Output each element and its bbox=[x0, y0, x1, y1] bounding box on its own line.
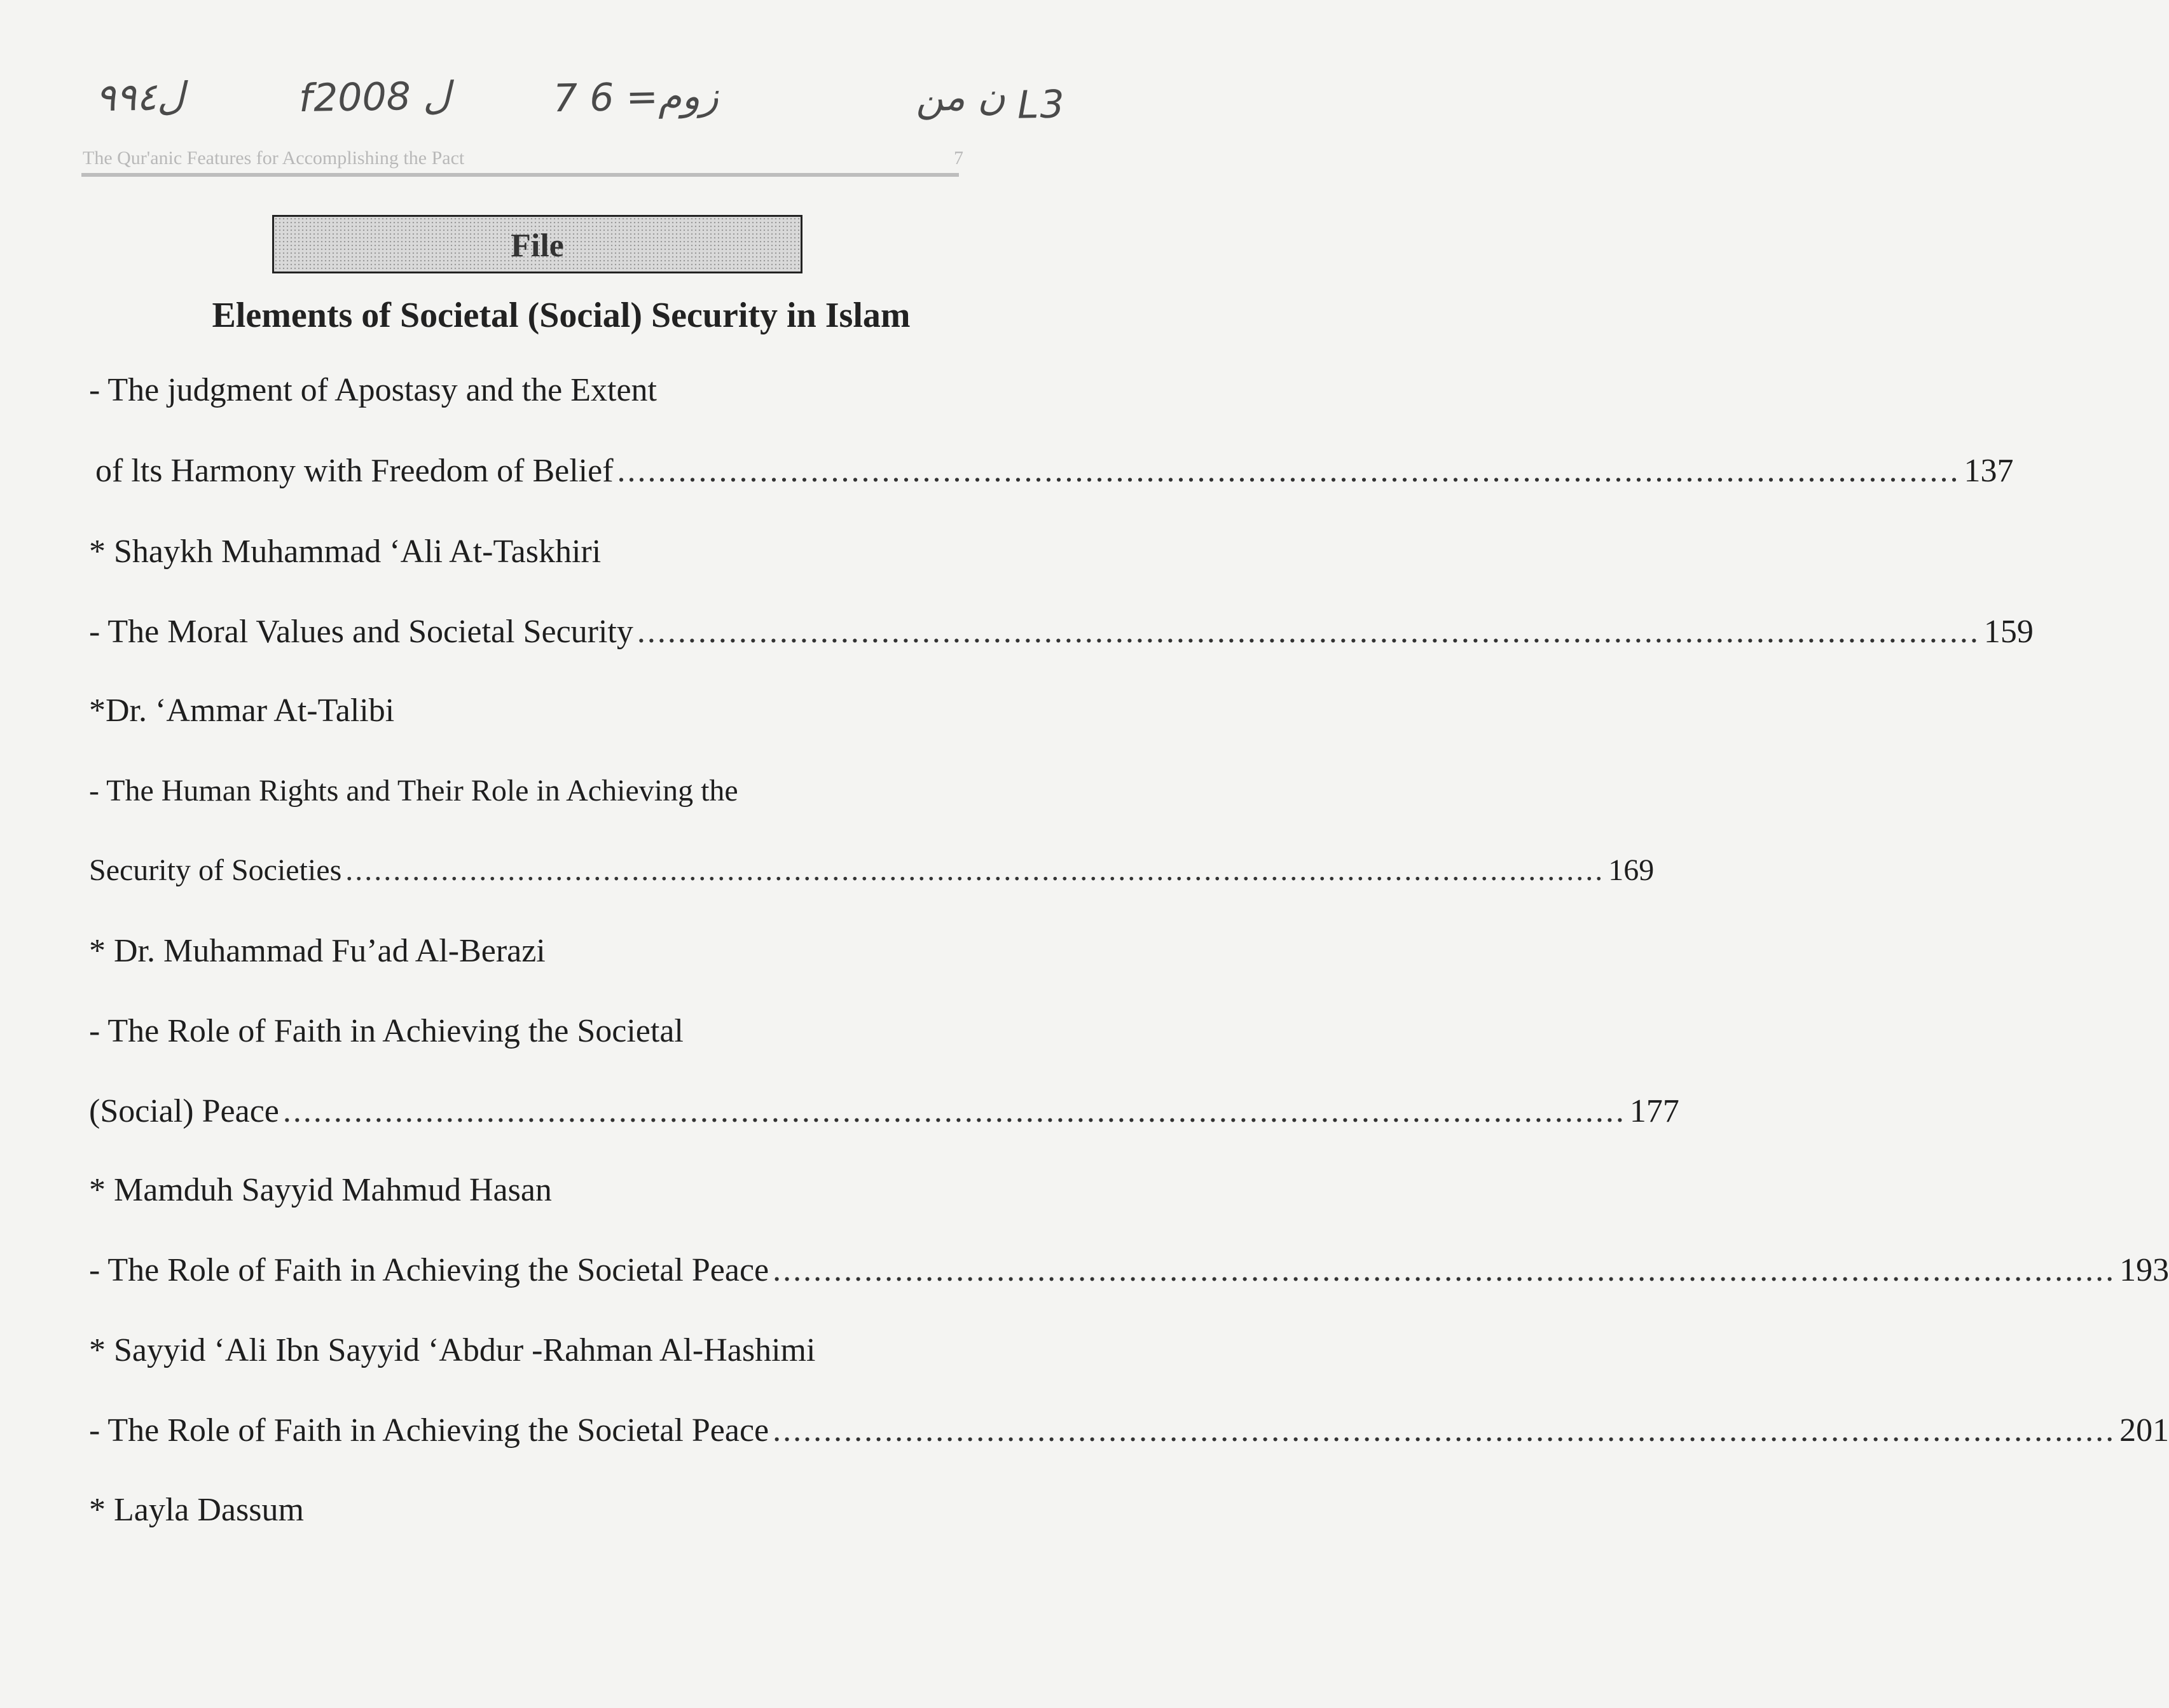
toc-entry bbox=[89, 1092, 1679, 1130]
page-number: 177 bbox=[1629, 1093, 1679, 1129]
leader-dots: .................................................................................................................................... bbox=[617, 453, 1960, 489]
section-label: File bbox=[511, 227, 564, 264]
toc-entry-title: Security of Societies bbox=[89, 853, 342, 887]
toc-entry-author: * Mamduh Sayyid Mahmud Hasan bbox=[89, 1172, 552, 1208]
handwritten-annotation: L3 bbox=[1017, 82, 1066, 128]
page-number: 169 bbox=[1608, 853, 1655, 887]
toc-entry-title: (Social) Peace bbox=[89, 1093, 279, 1129]
toc-entry-author: * Shaykh Muhammad ‘Ali At-Taskhiri bbox=[89, 534, 602, 570]
handwritten-annotation: زوم= 6 7 bbox=[553, 73, 719, 121]
page-number: 159 bbox=[1983, 614, 2034, 650]
toc-entry-author: * Layla Dassum bbox=[89, 1492, 304, 1528]
toc-entry-author: * Sayyid ‘Ali Ibn Sayyid ‘Abdur -Rahman Al-Hashimi bbox=[89, 1332, 816, 1368]
toc-entry-author: *Dr. ‘Ammar At-Talibi bbox=[89, 692, 395, 729]
toc-entry-title: - The Role of Faith in Achieving the Societal bbox=[89, 1013, 684, 1049]
leader-dots: .................................................................................................................................... bbox=[282, 1093, 1626, 1129]
header-rule bbox=[81, 173, 959, 177]
leader-dots: .................................................................................................................................... bbox=[773, 1412, 2116, 1449]
toc-entry-author: * Dr. Muhammad Fu’ad Al-Berazi bbox=[89, 933, 546, 969]
toc-entry-title: - The Role of Faith in Achieving the Societal Peace bbox=[89, 1252, 769, 1288]
toc-entry-title: - The judgment of Apostasy and the Extent bbox=[89, 372, 657, 408]
page-number: 137 bbox=[1964, 453, 2014, 489]
toc-entry bbox=[89, 1412, 2169, 1449]
leader-dots: .................................................................................................................................... bbox=[345, 853, 1605, 887]
toc-entry bbox=[89, 613, 2034, 651]
handwritten-annotation: ن من bbox=[915, 74, 1006, 121]
leader-dots: .................................................................................................................................... bbox=[637, 614, 1980, 650]
handwritten-annotation: fل 2008 bbox=[298, 73, 451, 121]
running-head-title: The Qur'anic Features for Accomplishing the Pact bbox=[83, 148, 465, 169]
section-label-box bbox=[272, 215, 802, 273]
running-head-page: 7 bbox=[954, 148, 963, 169]
page-title: Elements of Societal (Social) Security in Islam bbox=[212, 296, 911, 335]
toc-entry bbox=[89, 853, 1655, 888]
toc-entry-title: - The Role of Faith in Achieving the Societal Peace bbox=[89, 1412, 769, 1449]
toc-entry-title: of lts Harmony with Freedom of Belief bbox=[95, 453, 614, 489]
toc-entry-title: - The Human Rights and Their Role in Achieving the bbox=[89, 774, 738, 808]
handwritten-annotation: ل٩٩٤ bbox=[95, 74, 185, 121]
page-number: 193 bbox=[2119, 1252, 2169, 1288]
toc-entry bbox=[89, 1251, 2169, 1289]
leader-dots: .................................................................................................................................... bbox=[773, 1252, 2116, 1288]
toc-entry-title: - The Moral Values and Societal Security bbox=[89, 614, 633, 650]
toc-entry bbox=[95, 452, 2014, 490]
page-number: 201 bbox=[2119, 1412, 2169, 1449]
